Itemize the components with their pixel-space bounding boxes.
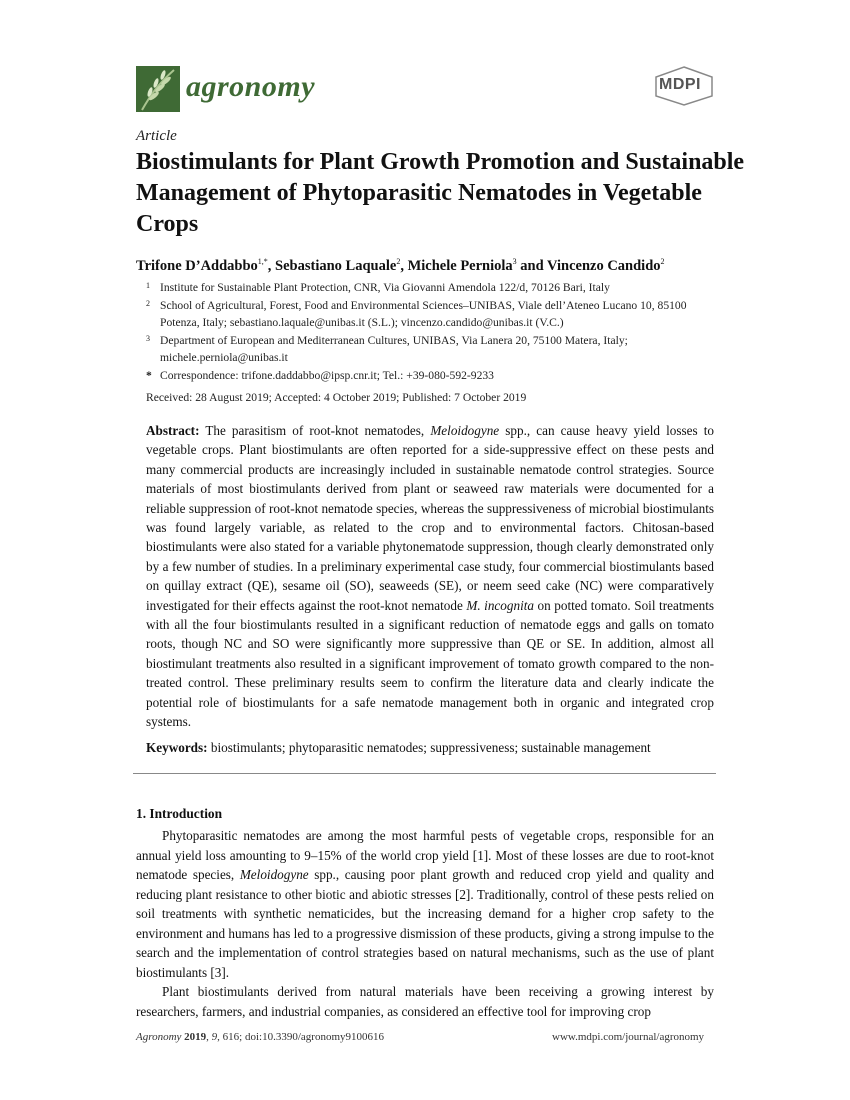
affiliation-number: 2 bbox=[146, 298, 150, 308]
author-name: Trifone D’Addabbo bbox=[136, 257, 258, 274]
affiliation-list bbox=[146, 279, 726, 384]
species-name: Meloidogyne bbox=[430, 423, 500, 438]
author-affiliation-marker: 2 bbox=[396, 257, 401, 266]
footer-year: 2019 bbox=[184, 1031, 207, 1043]
footer-citation: Agronomy 2019, 9, 616; doi:10.3390/agronomy9100616 bbox=[136, 1031, 384, 1043]
abstract-label: Abstract: bbox=[146, 423, 200, 438]
footer-journal: Agronomy bbox=[136, 1031, 182, 1043]
keywords bbox=[146, 738, 714, 757]
author-name: Vincenzo Candido bbox=[547, 257, 661, 274]
section-divider bbox=[133, 773, 716, 774]
publisher-name: MDPI bbox=[659, 76, 701, 93]
affiliation-text: Institute for Sustainable Plant Protection, CNR, Via Giovanni Amendola 122/d, 70126 Bari, Italy bbox=[160, 281, 610, 294]
affiliation-text: Department of European and Mediterranean Cultures, UNIBAS, Via Lanera 20, 75100 Matera, Italy; michele.perniola@unibas.it bbox=[160, 333, 628, 364]
author-affiliation-marker: 2 bbox=[660, 257, 665, 266]
introduction-body bbox=[136, 826, 714, 1021]
agronomy-logo-icon bbox=[136, 66, 180, 112]
affiliation-item bbox=[146, 332, 726, 367]
abstract: Abstract: The parasitism of root-knot nematodes, Meloidogyne spp., can cause heavy yield losses to vegetable crops. Plant biostimulants are often reported for a side-suppressive effect on these pests and many commercial products are increasingly included in sustainable nematode control strategies. Source materials of most biostimulants derived from plant or seaweed raw materials were documented for a reliable suppression of root-knot nematode species, whereas the suppressiveness of microbial biostimulants was found largely variable, as related to the crop and to environmental factors. Chitosan-based biostimulants were also stated for a variable phytonematode suppression, though clearly demonstrated only by a few number of studies. In a preliminary experimental case study, four commercial biostimulants based on quillay extract (QE), sesame oil (SO), seaweeds (SE), or neem seed cake (NC) were comparatively investigated for their effects against the root-knot nematode M. incognita on potted tomato. Soil treatments with all the four biostimulants resulted in a significant reduction of nematode eggs and galls on tomato roots, though NC and SO were significantly more suppressive than QE or SE. In addition, almost all biostimulant treatments also resulted in a significant improvement of tomato growth compared to the non-treated control. These preliminary results seem to confirm the literature data and clearly indicate the potential role of biostimulants for a safe nematode management both in organic and integrated crop systems. bbox=[146, 423, 714, 730]
article-type: Article bbox=[136, 128, 177, 144]
correspondence-text: Correspondence: trifone.daddabbo@ipsp.cnr.it; Tel.: +39-080-592-9233 bbox=[160, 368, 494, 382]
author-name: Sebastiano Laquale bbox=[275, 257, 397, 274]
article-title: Biostimulants for Plant Growth Promotion and Sustainable Management of Phytoparasitic Nematodes in Vegetable Crops bbox=[136, 149, 745, 237]
affiliation-number: 3 bbox=[146, 333, 150, 343]
correspondence-marker: * bbox=[146, 368, 152, 382]
affiliation-number: 1 bbox=[146, 281, 150, 290]
section-heading: 1. Introduction bbox=[136, 806, 223, 821]
species-name: M. incognita bbox=[466, 597, 534, 613]
paragraph: Plant biostimulants derived from natural materials have been receiving a growing interest by researchers, farmers, and industrial companies, as considered an effective tool for improving crop bbox=[136, 984, 714, 1019]
species-name: Meloidogyne bbox=[239, 867, 309, 882]
affiliation-item bbox=[146, 279, 726, 297]
footer-url: www.mdpi.com/journal/agronomy bbox=[552, 1031, 705, 1043]
author-name: Michele Perniola bbox=[407, 257, 513, 274]
affiliation-text: School of Agricultural, Forest, Food and Environmental Sciences–UNIBAS, Viale dell’Ateneo Lucano 10, 85100 Potenza, Italy; sebastiano.laquale@unibas.it (S.L.); vincenzo.candido@unibas.it (V.C.) bbox=[160, 298, 687, 329]
paragraph: Phytoparasitic nematodes are among the most harmful pests of vegetable crops, responsible for an annual yield loss amounting to 9–15% of the world crop yield [1]. Most of these losses are due to root-knot nematode species, Meloidogyne spp., causing poor plant growth and reduced crop yield and quality and reducing plant resistance to other biotic and abiotic stresses [2]. Traditionally, control of these pests relied on soil treatments with synthetic nematicides, but the increasing demand for a higher crop safety to the environment and humans has led to a progressive dismission of these products, giving a strong impulse to the search and the implementation of control strategies based on natural mechanisms, such as the use of plant biostimulants [3]. bbox=[136, 828, 714, 980]
author-affiliation-marker: 1,* bbox=[257, 257, 268, 266]
footer-doi: , 616; doi:10.3390/agronomy9100616 bbox=[217, 1031, 384, 1043]
journal-name: agronomy bbox=[186, 70, 316, 103]
affiliation-item bbox=[146, 297, 726, 332]
correspondence-item bbox=[146, 367, 726, 385]
keywords-text: biostimulants; phytoparasitic nematodes; suppressiveness; sustainable management bbox=[207, 740, 651, 755]
author-list: Trifone D’Addabbo$^{1,*}$, Sebastiano Laquale$^2$, Michele Perniola$^3$ and Vincenzo Candido$^2$ bbox=[136, 257, 665, 274]
author-affiliation-marker: 3 bbox=[512, 257, 517, 266]
keywords-label: Keywords: bbox=[146, 740, 208, 755]
footer-volume: 9 bbox=[211, 1031, 218, 1043]
publication-dates: Received: 28 August 2019; Accepted: 4 October 2019; Published: 7 October 2019 bbox=[146, 391, 527, 404]
